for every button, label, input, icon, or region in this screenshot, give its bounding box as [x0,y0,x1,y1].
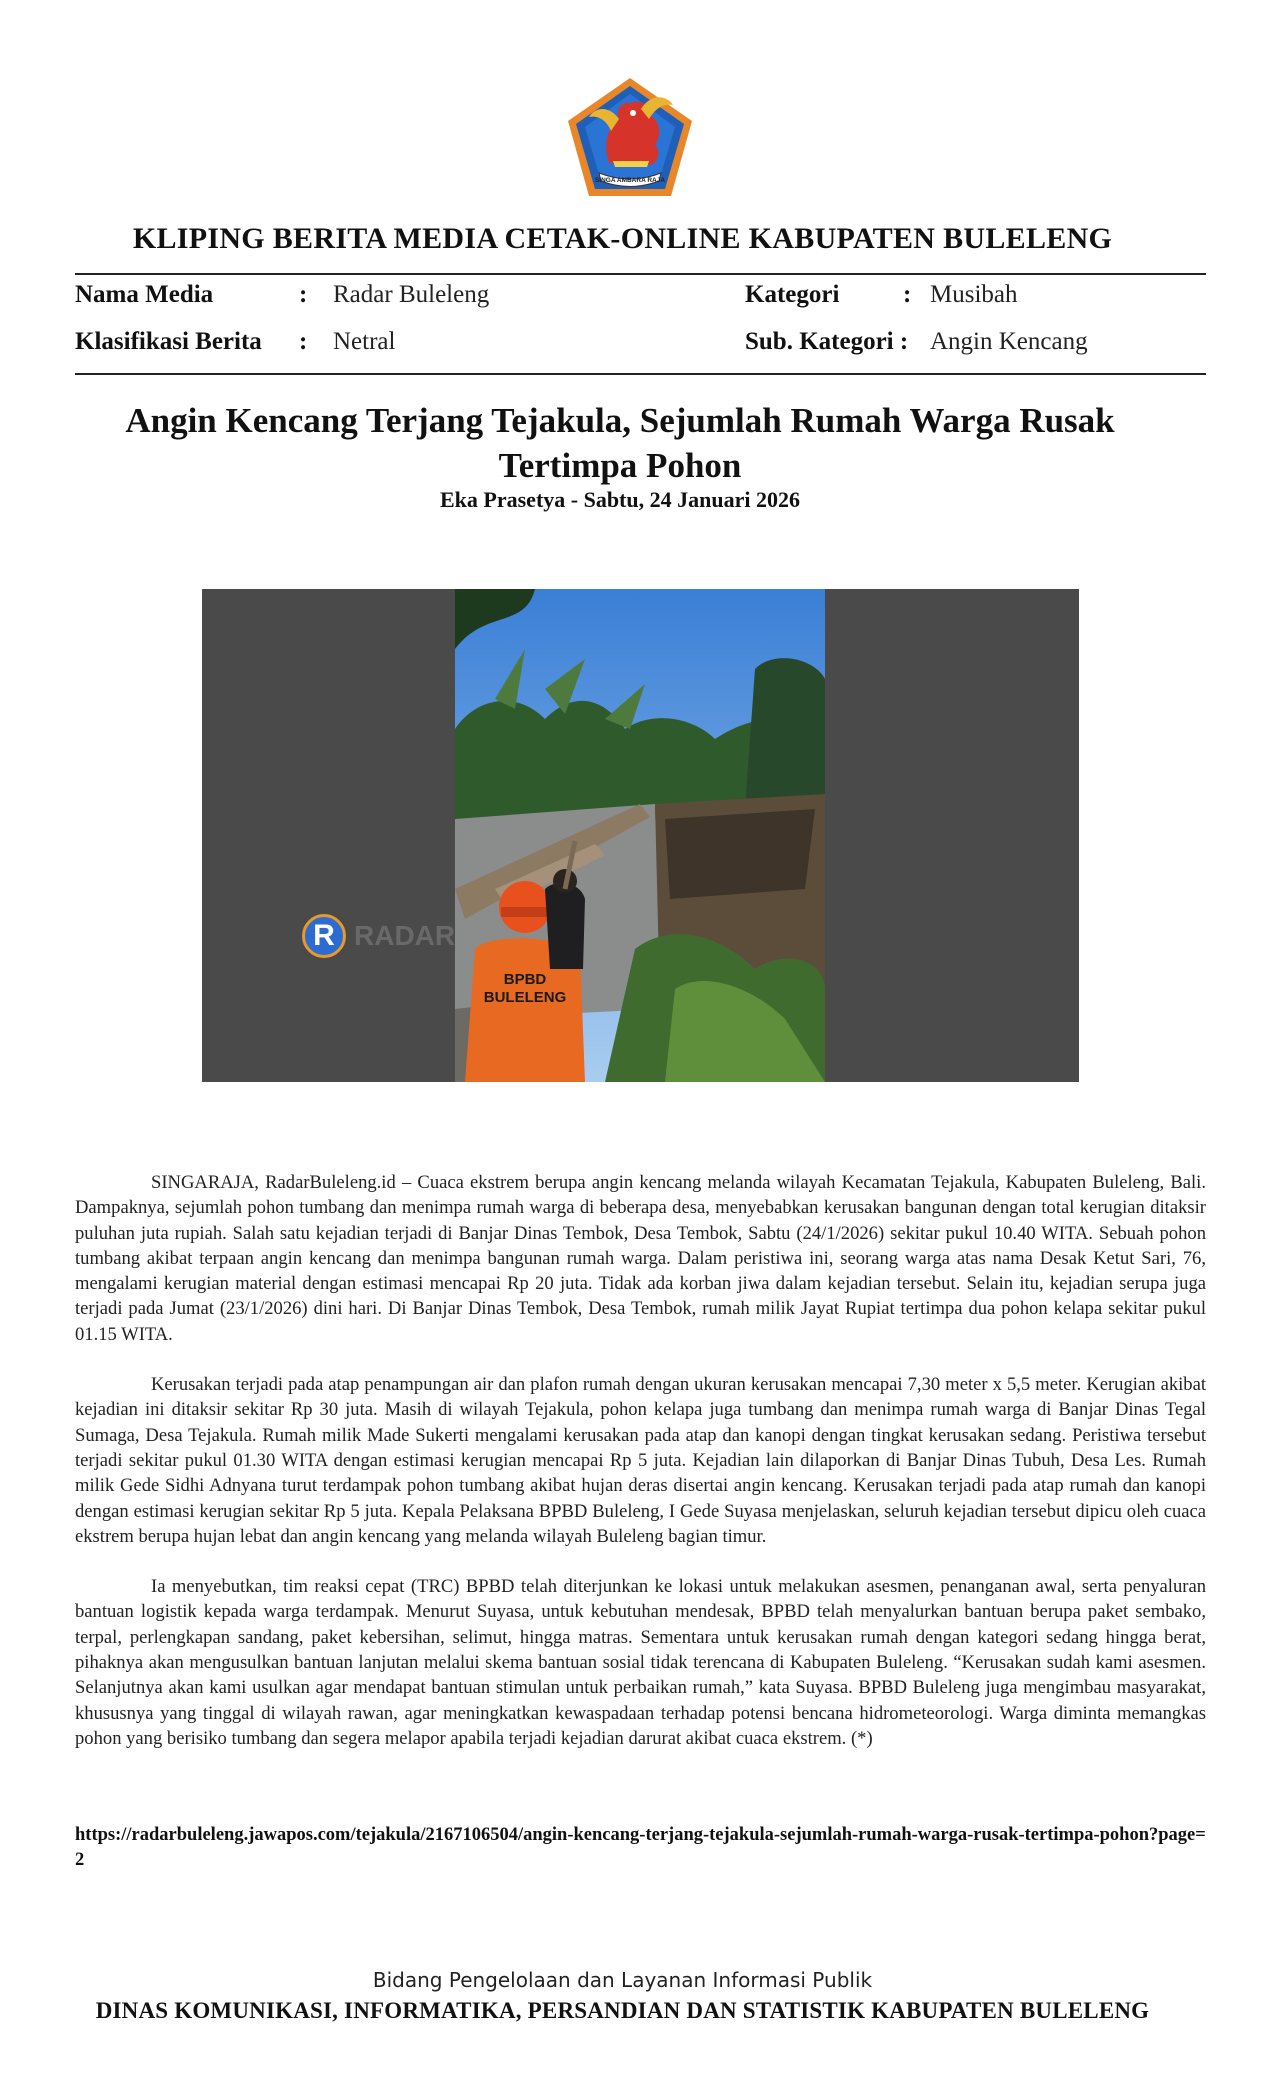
subcategory-label: Sub. Kategori : [745,328,909,355]
media-value: Radar Buleleng [333,281,490,308]
metadata-divider [75,373,1206,375]
category-value: Musibah [930,281,1018,308]
emblem-motto: SINGA AMBARA RAJA [594,177,666,184]
media-label: Nama Media [75,281,214,308]
source-link[interactable]: https://radarbuleleng.jawapos.com/tejakula/2167106504/angin-kencang-terjang-tejakula-sejumlah-rumah-warga-rusak-tertimpa-pohon?page=2 [75,1825,1206,1870]
document-title: KLIPING BERITA MEDIA CETAK-ONLINE KABUPATEN BULELENG [132,222,1113,255]
footer-department: Bidang Pengelolaan dan Layanan Informasi Publik [372,1968,873,1992]
article-paragraph: SINGARAJA, RadarBuleleng.id – Cuaca ekstrem berupa angin kencang melanda wilayah Kecamatan Tejakula, Kabupaten Buleleng, Bali. Dampaknya, sejumlah pohon tumbang dan menimpa rumah warga di beberapa desa, menyebabkan kerusakan bangunan dengan total kerugian ditaksir puluhan juta rupiah. Salah satu kejadian terjadi di Banjar Dinas Tembok, Desa Tembok, Sabtu (24/1/2026) sekitar pukul 10.40 WITA. Sebuah pohon tumbang akibat terpaan angin kencang dan menimpa bangunan rumah warga. Dalam peristiwa ini, seorang warga atas nama Desak Ketut Sari, 76, mengalami kerugian material dengan estimasi mencapai Rp 20 juta. Tidak ada korban jiwa dalam kejadian tersebut. Selain itu, kejadian serupa juga terjadi pada Jumat (23/1/2026) dini hari. Di Banjar Dinas Tembok, Desa Tembok, rumah milik Jayat Rupiat tertimpa dua pohon kelapa sekitar pukul 01.15 WITA. [75,1172,1206,1345]
article-byline: Eka Prasetya - Sabtu, 24 Januari 2026 [440,487,800,512]
media-colon: : [299,281,308,308]
vest-label-buleleng: BULELENG [483,989,567,1006]
header-divider [75,273,1206,275]
fallen-tree-photo [455,589,825,1082]
classification-value: Netral [333,328,396,355]
watermark-text: RADAR [354,920,456,951]
buleleng-regency-emblem [563,75,697,199]
radar-watermark [302,914,456,958]
article-paragraph: Kerusakan terjadi pada atap penampungan air dan plafon rumah dengan ukuran kerusakan mencapai 7,30 meter x 5,5 meter. Kerugian akibat kejadian ini ditaksir sekitar Rp 30 juta. Masih di wilayah Tejakula, pohon kelapa juga tumbang dan menimpa rumah warga di Banjar Dinas Tegal Sumaga, Desa Tejakula. Rumah milik Made Sukerti mengalami kerusakan pada atap dan kanopi dengan tingkat kerusakan sedang. Peristiwa tersebut terjadi sekitar pukul 01.30 WITA dengan estimasi kerugian mencapai Rp 5 juta. Kejadian lain dilaporkan di Banjar Dinas Tubuh, Desa Les. Rumah milik Gede Sidhi Adnyana turut terdampak pohon tumbang akibat hujan deras disertai angin kencang. Kerusakan terjadi pada atap rumah dan kanopi dengan estimasi kerugian sekitar Rp 5 juta. Kepala Pelaksana BPBD Buleleng, I Gede Suyasa menjelaskan, seluruh kejadian tersebut dipicu oleh cuaca ekstrem berupa hujan lebat dan angin kencang yang melanda wilayah Buleleng bagian timur. [75,1374,1206,1547]
article-photo [202,589,1079,1082]
footer-agency: DINAS KOMUNIKASI, INFORMATIKA, PERSANDIAN DAN STATISTIK KABUPATEN BULELENG [95,1998,1150,2023]
vest-label-bpbd: BPBD [503,971,547,988]
category-colon: : [903,281,912,308]
article-paragraph: Ia menyebutkan, tim reaksi cepat (TRC) BPBD telah diterjunkan ke lokasi untuk melakukan asesmen, penanganan awal, serta penyaluran bantuan logistik kepada warga terdampak. Menurut Suyasa, untuk kebutuhan mendesak, BPBD telah menyalurkan bantuan berupa paket sembako, terpal, perlengkapan sandang, paket kebersihan, selimut, hingga matras. Sementara untuk kerusakan rumah dengan kategori sedang hingga berat, pihaknya akan mengusulkan bantuan lanjutan melalui skema bantuan sosial tidak terencana di Kabupaten Buleleng. “Kerusakan sudah kami asesmen. Selanjutnya akan kami usulkan agar mendapat bantuan stimulan untuk perbaikan rumah,” kata Suyasa. BPBD Buleleng juga mengimbau masyarakat, khususnya yang tinggal di wilayah rawan, agar meningkatkan kewaspadaan terhadap potensi bencana hidrometeorologi. Warga diminta memangkas pohon yang berisiko tumbang dan segera melapor apabila terjadi kejadian darurat akibat cuaca ekstrem. (*) [75,1576,1206,1749]
subcategory-value: Angin Kencang [930,328,1088,355]
category-label: Kategori [745,281,840,308]
classification-colon: : [299,328,308,355]
radar-logo-icon: R [302,914,346,958]
classification-label: Klasifikasi Berita [75,328,262,355]
article-body [75,1170,1206,1776]
article-headline: Angin Kencang Terjang Tejakula, Sejumlah Rumah Warga Rusak Tertimpa Pohon [125,401,1115,485]
